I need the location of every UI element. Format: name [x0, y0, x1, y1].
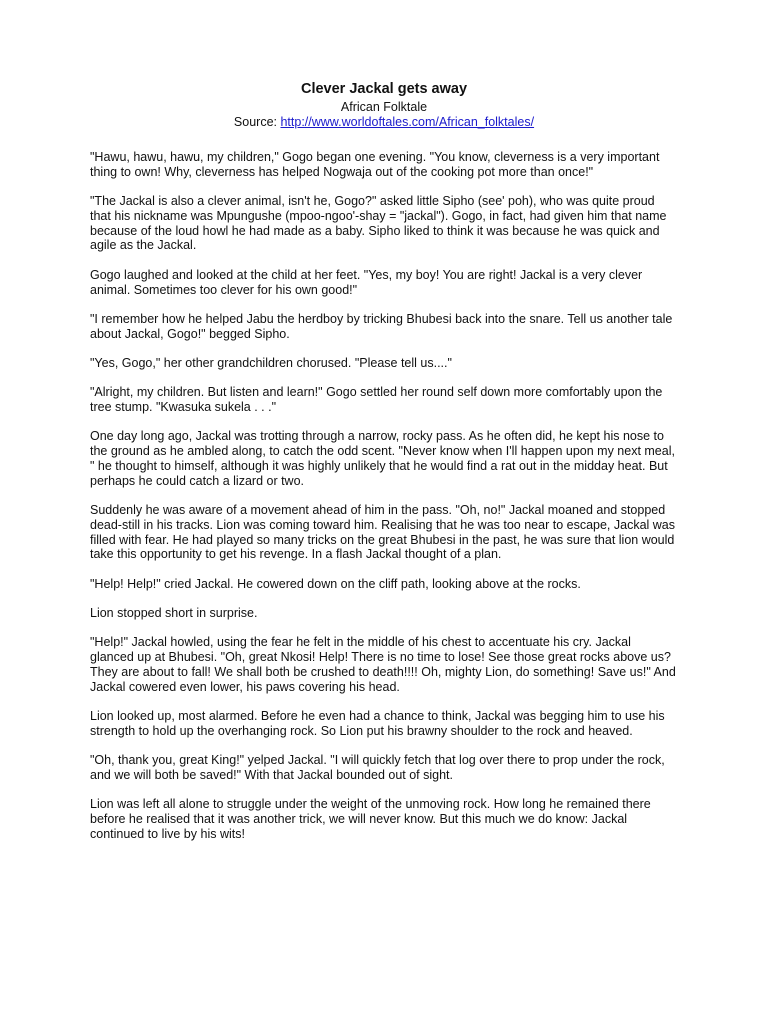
- paragraph: Lion looked up, most alarmed. Before he even had a chance to think, Jackal was begging him to use his strength to hold up the overhanging rock. So Lion put his brawny shoulder to the rock and heaved.: [90, 709, 665, 738]
- source-line: [90, 115, 678, 130]
- paragraph: Gogo laughed and looked at the child at her feet. "Yes, my boy! You are right! Jackal is a very clever animal. Sometimes too clever for his own good!": [90, 267, 643, 297]
- paragraph: "Yes, Gogo," her other grandchildren chorused. "Please tell us....": [90, 355, 452, 370]
- paragraph: Suddenly he was aware of a movement ahead of him in the pass. "Oh, no!" Jackal moaned and stopped dead-still in his tracks. Lion was coming toward him. Realising that he was too near to escape, Jackal was filled with fear. He had played so many tricks on the great Bhubesi in the past, he was sure that lion would take this opportunity to get his revenge. In a flash Jackal thought of a plan.: [90, 503, 676, 562]
- paragraph: "Alright, my children. But listen and learn!" Gogo settled her round self down more comfortably upon the tree stump. "Kwasuka sukela . . .": [90, 385, 663, 415]
- paragraph: "Help!" Jackal howled, using the fear he felt in the middle of his chest to accentuate his cry. Jackal glanced up at Bhubesi. "Oh, great Nkosi! Help! There is no time to lose! See those great rocks above us? They are about to fall! We shall both be crushed to death!!!! Oh, mighty Lion, do something! Save us!" And Jackal cowered even lower, his paws covering his head.: [90, 635, 676, 694]
- paragraph: "The Jackal is also a clever animal, isn't he, Gogo?" asked little Sipho (see' poh), who was quite proud that his nickname was Mpungushe (mpoo-ngoo'-shay = "jackal"). Gogo, in fact, had given him that name because of the loud howl he had made as a baby. Sipho liked to think it was because he was quick and agile as the Jackal.: [90, 194, 667, 253]
- paragraph: One day long ago, Jackal was trotting through a narrow, rocky pass. As he often did, he kept his nose to the ground as he ambled along, to catch the odd scent. "Never know when I'll happen upon my next meal, " he thought to himself, although it was highly unlikely that he would find a rat out in the midday heat. But perhaps he could catch a lizard or two.: [90, 429, 675, 488]
- page-title: Clever Jackal gets away: [300, 81, 468, 97]
- paragraph: "I remember how he helped Jabu the herdboy by tricking Bhubesi back into the snare. Tell us another tale about Jackal, Gogo!" begged Sipho.: [90, 311, 673, 341]
- page-subtitle: African Folktale: [340, 100, 428, 114]
- source-link[interactable]: http://www.worldoftales.com/African_folktales/: [280, 115, 535, 129]
- paragraph: Lion stopped short in surprise.: [90, 606, 258, 621]
- paragraph: Lion was left all alone to struggle under the weight of the unmoving rock. How long he remained there before he realised that it was another trick, we will never know. But this much we do know: Jackal continued to live by his wits!: [90, 797, 651, 841]
- source-label: Source:: [233, 115, 281, 129]
- story-body: [90, 150, 678, 842]
- paragraph: "Hawu, hawu, hawu, my children," Gogo began one evening. "You know, cleverness is a very important thing to own! Why, cleverness has helped Nogwaja out of the cooking pot more than once!": [90, 150, 660, 179]
- paragraph: "Help! Help!" cried Jackal. He cowered down on the cliff path, looking above at the rocks.: [90, 576, 581, 591]
- paragraph: "Oh, thank you, great King!" yelped Jackal. "I will quickly fetch that log over there to prop under the rock, and we will both be saved!" With that Jackal bounded out of sight.: [90, 753, 665, 782]
